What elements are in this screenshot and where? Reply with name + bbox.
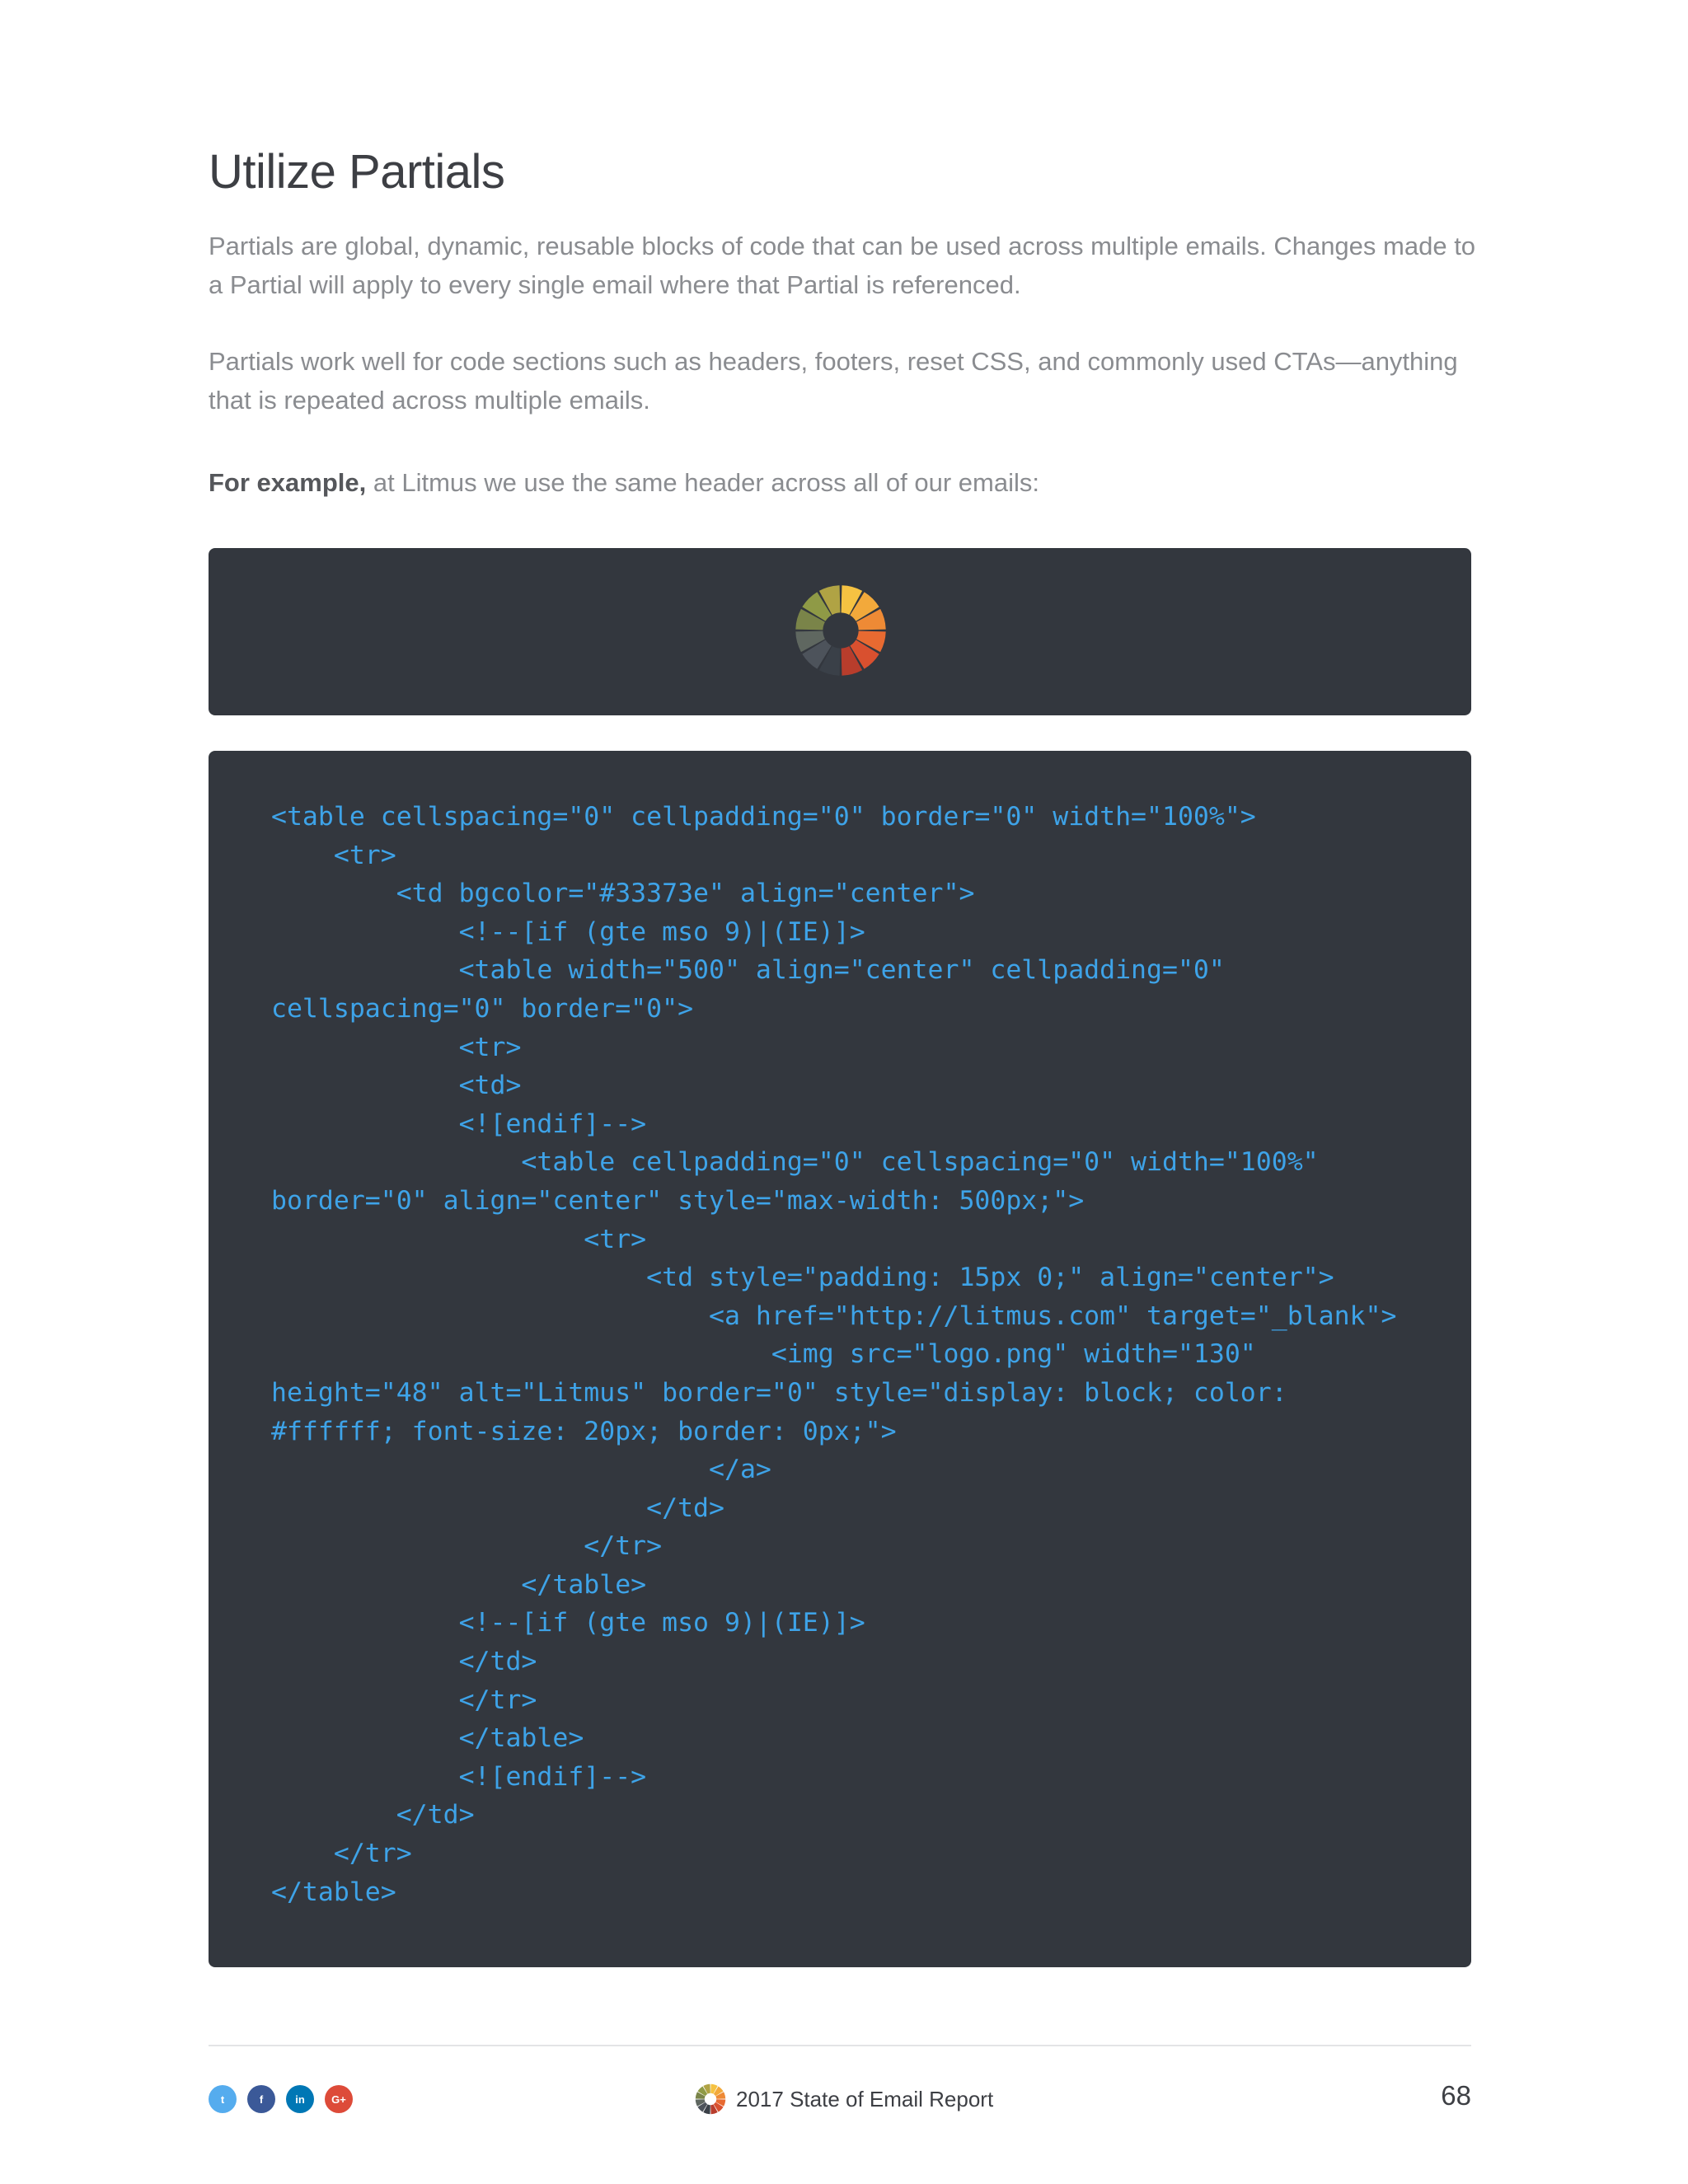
litmus-logo-icon	[794, 583, 888, 677]
report-title: 2017 State of Email Report	[736, 2086, 994, 2111]
code-block	[209, 751, 1471, 1967]
example-paragraph	[209, 463, 1478, 502]
facebook-icon[interactable]: f	[247, 2085, 275, 2113]
litmus-small-logo-icon	[695, 2083, 726, 2115]
usage-paragraph: Partials work well for code sections such as headers, footers, reset CSS, and commonly used CTAs—anything that is repeated across multiple emails.	[209, 347, 1458, 415]
header-preview-panel	[209, 548, 1471, 715]
intro-paragraph: Partials are global, dynamic, reusable blocks of code that can be used across multiple emails. Changes made to a Partial will apply to every single email where that Partial is referenced.	[209, 232, 1476, 299]
twitter-icon[interactable]: t	[209, 2085, 237, 2113]
social-links	[209, 2085, 353, 2113]
example-lead: For example,	[209, 468, 367, 497]
linkedin-icon[interactable]: in	[286, 2085, 314, 2113]
google-plus-icon[interactable]: G+	[325, 2085, 353, 2113]
footer-report	[695, 2083, 993, 2115]
page-number: 68	[1441, 2080, 1471, 2111]
code-snippet: <table cellspacing="0" cellpadding="0" border="0" width="100%"> <tr> <td bgcolor="#33373e" align="center"> <!--[if (gte mso 9)|(IE)]> <table width="500" align="center" cellpadding="0" cellspacing="0" border="0"> <tr> <td> <![endif]--> <table cellpadding="0" cellspacing="0" width="100%" border="0" align="center" style="max-width: 500px;"> <tr> <td style="padding: 15px 0;" align="center"> <a href="http://litmus.com" target="_blank"> <img src="logo.png" width="130" height="48" alt="Litmus" border="0" style="display: block; color: #ffffff; font-size: 20px; border: 0px;"> </a> </td> </tr> </table> <!--[if (gte mso 9)|(IE)]> </td> </tr> </table> <![endif]--> </td> </tr> </table>	[271, 802, 1397, 1907]
example-text: at Litmus we use the same header across all of our emails:	[366, 468, 1039, 497]
page-title: Utilize Partials	[209, 145, 505, 199]
footer-divider	[209, 2045, 1471, 2046]
